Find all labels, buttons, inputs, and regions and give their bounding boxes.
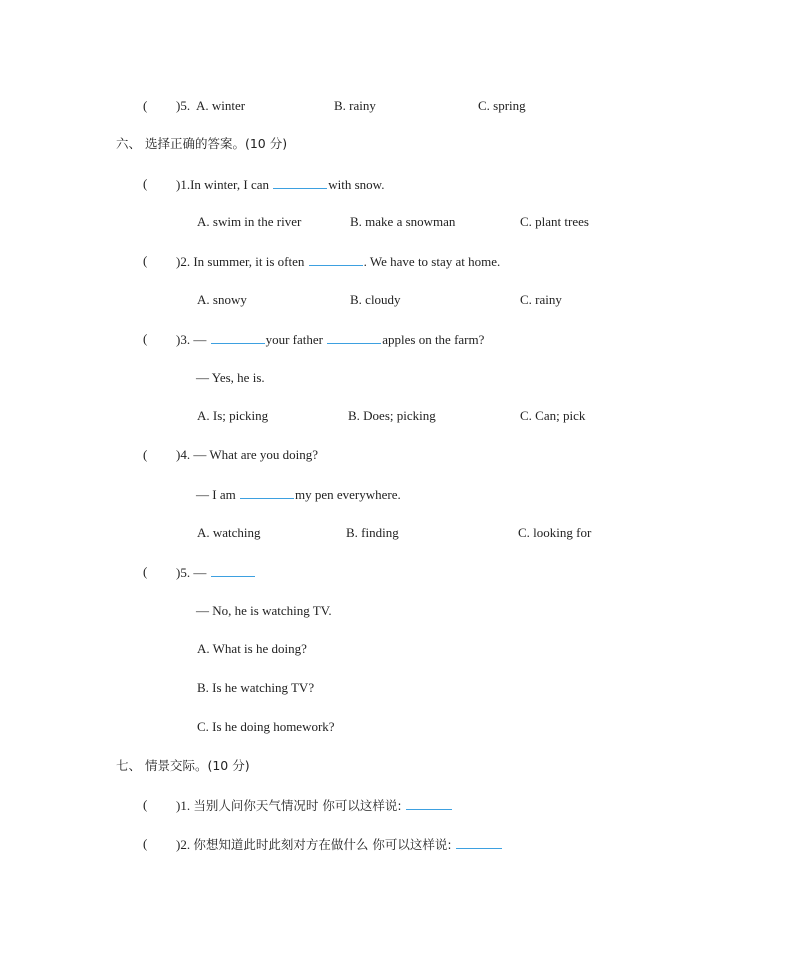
question-number: )4. —	[176, 447, 207, 462]
answer-paren-open: (	[143, 797, 148, 812]
answer-paren-open: (	[143, 253, 148, 268]
question-text: In summer, it is often	[193, 254, 305, 269]
section-title: 七、 情景交际。(10 分)	[116, 758, 250, 773]
question-number: )1.	[176, 177, 191, 192]
option-c: C. Can; pick	[520, 408, 586, 423]
question-stem	[176, 447, 318, 463]
question-stem	[176, 331, 484, 348]
question-stem	[176, 253, 500, 270]
question-text: your father	[265, 332, 323, 347]
question-text: 你想知道此时此刻对方在做什么 你可以这样说:	[193, 837, 452, 852]
option-b: B. cloudy	[350, 292, 401, 307]
answer-blank[interactable]	[211, 564, 255, 577]
section-title: 六、 选择正确的答案。(10 分)	[116, 136, 288, 151]
option-c: C. Is he doing homework?	[197, 719, 335, 734]
reply-text: — No, he is watching TV.	[196, 603, 332, 618]
question-number: )2.	[176, 254, 191, 269]
question-number: )2.	[176, 837, 191, 852]
question-number: )5.	[176, 98, 191, 113]
question-text: In winter, I can	[190, 177, 269, 192]
option-c: C. rainy	[520, 292, 562, 307]
question-text: . We have to stay at home.	[363, 254, 501, 269]
question-stem	[176, 797, 453, 814]
option-a: A. snowy	[197, 292, 247, 307]
question-text: apples on the farm?	[382, 332, 485, 347]
answer-blank[interactable]	[211, 331, 265, 344]
option-a: A. Is; picking	[197, 408, 269, 423]
option-b: B. finding	[346, 525, 399, 540]
reply-text: — Yes, he is.	[196, 370, 265, 385]
answer-blank[interactable]	[273, 176, 327, 189]
answer-paren-open: (	[143, 331, 148, 346]
reply-after: my pen everywhere.	[294, 487, 401, 502]
question-stem	[176, 564, 256, 581]
answer-paren-open: (	[143, 98, 148, 113]
question-number: )5. —	[176, 565, 207, 580]
question-stem	[176, 836, 503, 853]
option-a: A. winter	[196, 98, 246, 113]
question-text: with snow.	[328, 177, 385, 192]
option-a: A. What is he doing?	[197, 641, 307, 656]
answer-blank[interactable]	[309, 253, 363, 266]
answer-blank[interactable]	[456, 836, 502, 849]
question-number: )3. —	[176, 332, 207, 347]
option-b: B. make a snowman	[350, 214, 456, 229]
option-b: B. Does; picking	[348, 408, 436, 423]
answer-paren-open: (	[143, 447, 148, 462]
answer-paren-open: (	[143, 836, 148, 851]
option-c: C. plant trees	[520, 214, 589, 229]
option-c: C. spring	[478, 98, 526, 113]
answer-blank[interactable]	[327, 331, 381, 344]
question-stem	[176, 176, 384, 193]
option-b: B. Is he watching TV?	[197, 680, 315, 695]
option-a: A. watching	[197, 525, 261, 540]
reply-before: — I am	[196, 487, 236, 502]
option-b: B. rainy	[334, 98, 376, 113]
answer-paren-open: (	[143, 176, 148, 191]
option-a: A. swim in the river	[197, 214, 302, 229]
question-text: 当别人问你天气情况时 你可以这样说:	[193, 798, 402, 813]
answer-blank[interactable]	[240, 486, 294, 499]
answer-paren-open: (	[143, 564, 148, 579]
question-text: What are you doing?	[209, 447, 319, 462]
answer-blank[interactable]	[406, 797, 452, 810]
reply-text	[196, 486, 401, 503]
option-c: C. looking for	[518, 525, 592, 540]
question-number: )1.	[176, 798, 191, 813]
